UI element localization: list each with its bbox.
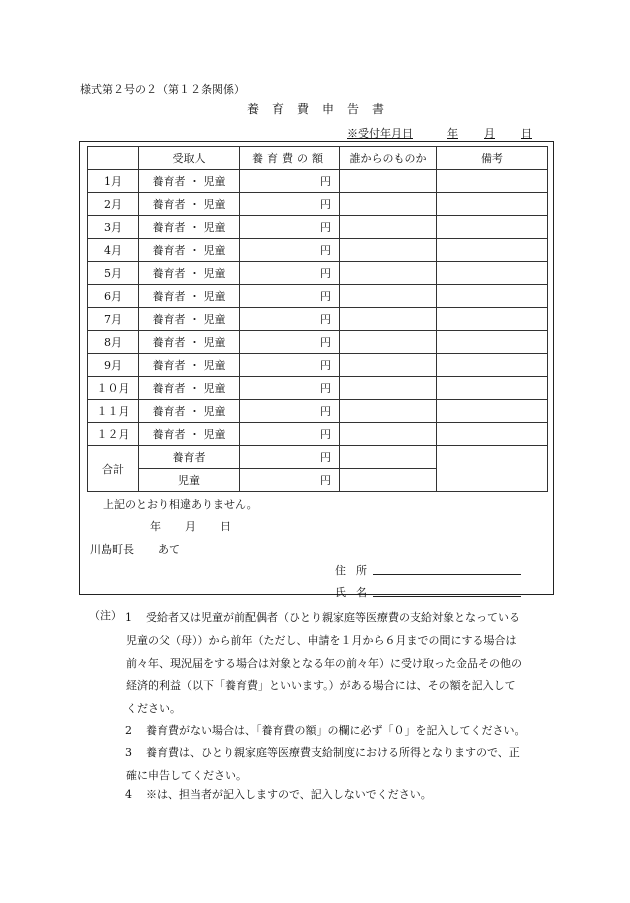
month-cell: 7月 [88, 308, 139, 331]
amount-cell[interactable]: 円 [240, 239, 340, 262]
from-whom-cell[interactable] [340, 170, 437, 193]
amount-cell[interactable]: 円 [240, 400, 340, 423]
addressee [90, 541, 180, 557]
note-item [105, 742, 565, 788]
total-row [88, 446, 548, 469]
header-remarks: 備考 [437, 147, 548, 170]
total-recipient-cell: 養育者 [139, 446, 240, 469]
amount-cell[interactable]: 円 [240, 331, 340, 354]
table-row [88, 331, 548, 354]
table-header-row [88, 147, 548, 170]
remarks-cell[interactable] [437, 354, 548, 377]
recipient-cell: 養育者 ・ 児童 [139, 262, 240, 285]
note-line: 確に申告してください。 [126, 768, 247, 782]
total-remarks-cell[interactable] [437, 446, 548, 492]
recipient-cell: 養育者 ・ 児童 [139, 354, 240, 377]
from-whom-cell[interactable] [340, 216, 437, 239]
amount-cell[interactable]: 円 [240, 285, 340, 308]
receipt-day: 日 [521, 127, 532, 140]
receipt-date-label: ※受付年月日 [347, 127, 413, 140]
table-row [88, 285, 548, 308]
amount-cell[interactable]: 円 [240, 308, 340, 331]
from-whom-cell[interactable] [340, 331, 437, 354]
note-line: 児童の父（母））から前年（ただし、申請を１月から６月までの間にする場合は [126, 633, 517, 647]
month-cell: 3月 [88, 216, 139, 239]
recipient-cell: 養育者 ・ 児童 [139, 285, 240, 308]
table-row [88, 170, 548, 193]
remarks-cell[interactable] [437, 285, 548, 308]
recipient-cell: 養育者 ・ 児童 [139, 400, 240, 423]
from-whom-cell[interactable] [340, 285, 437, 308]
remarks-cell[interactable] [437, 193, 548, 216]
note-line: 養育費がない場合は、「養育費の額」の欄に必ず「０」を記入してください。 [146, 724, 526, 737]
month-cell: １２月 [88, 423, 139, 446]
total-recipient-cell: 児童 [139, 469, 240, 492]
declaration-date [150, 518, 231, 534]
table-row [88, 193, 548, 216]
table-row [88, 377, 548, 400]
table-row [88, 239, 548, 262]
month-cell: 1月 [88, 170, 139, 193]
table-row [88, 354, 548, 377]
remarks-cell[interactable] [437, 423, 548, 446]
remarks-cell[interactable] [437, 331, 548, 354]
remarks-cell[interactable] [437, 262, 548, 285]
from-whom-cell[interactable] [340, 354, 437, 377]
note-line: 前々年、現況届をする場合は対象となる年の前々年）に受け取った金品その他の [126, 656, 522, 670]
from-whom-cell[interactable] [340, 308, 437, 331]
remarks-cell[interactable] [437, 239, 548, 262]
note-number: 4 [125, 788, 132, 801]
total-from-whom-cell[interactable] [340, 446, 437, 469]
address-label: 住所 [335, 564, 377, 577]
table-row [88, 400, 548, 423]
receipt-month: 月 [484, 127, 495, 140]
document-title: 養育費申告書 [247, 102, 398, 116]
month-cell: １０月 [88, 377, 139, 400]
name-field[interactable] [373, 596, 521, 597]
declaration-month: 月 [185, 520, 196, 533]
note-line: ください。 [126, 702, 181, 716]
recipient-cell: 養育者 ・ 児童 [139, 193, 240, 216]
remarks-cell[interactable] [437, 216, 548, 239]
addressee-suffix: あて [158, 543, 180, 556]
addressee-name: 川島町長 [90, 543, 134, 556]
month-cell: 9月 [88, 354, 139, 377]
month-cell: 5月 [88, 262, 139, 285]
table-row [88, 308, 548, 331]
declaration-year: 年 [150, 520, 161, 533]
total-from-whom-cell[interactable] [340, 469, 437, 492]
header-recipient: 受取人 [139, 147, 240, 170]
note-item [105, 607, 565, 721]
form-code: 様式第２号の２（第１２条関係） [80, 83, 245, 96]
note-line: 受給者又は児童が前配偶者（ひとり親家庭等医療費の支給対象となっている [146, 611, 520, 624]
from-whom-cell[interactable] [340, 262, 437, 285]
amount-cell[interactable]: 円 [240, 216, 340, 239]
recipient-cell: 養育者 ・ 児童 [139, 308, 240, 331]
recipient-cell: 養育者 ・ 児童 [139, 216, 240, 239]
from-whom-cell[interactable] [340, 400, 437, 423]
amount-cell[interactable]: 円 [240, 170, 340, 193]
child-support-table [87, 146, 548, 492]
from-whom-cell[interactable] [340, 193, 437, 216]
declaration-day: 日 [220, 520, 231, 533]
note-line: 養育費は、ひとり親家庭等医療費支給制度における所得となりますので、正 [146, 746, 520, 759]
address-field[interactable] [373, 574, 521, 575]
header-amount: 養育費の額 [240, 147, 340, 170]
amount-cell[interactable]: 円 [240, 262, 340, 285]
from-whom-cell[interactable] [340, 423, 437, 446]
remarks-cell[interactable] [437, 170, 548, 193]
note-item [105, 720, 565, 743]
note-line: 経済的利益（以下「養育費」といいます。）がある場合には、その額を記入して [126, 679, 516, 693]
note-item [105, 784, 565, 807]
name-label: 氏名 [335, 586, 377, 599]
header-month [88, 147, 139, 170]
header-from-whom: 誰からのものか [340, 147, 437, 170]
recipient-cell: 養育者 ・ 児童 [139, 423, 240, 446]
total-amount-cell[interactable]: 円 [240, 469, 340, 492]
receipt-year: 年 [447, 127, 458, 140]
note-number: 2 [125, 724, 132, 737]
confirmation-statement: 上記のとおり相違ありません。 [103, 498, 258, 511]
notes-tag: （注） [89, 609, 122, 622]
note-number: 3 [125, 746, 132, 759]
month-cell: 4月 [88, 239, 139, 262]
amount-cell[interactable]: 円 [240, 377, 340, 400]
recipient-cell: 養育者 ・ 児童 [139, 170, 240, 193]
from-whom-cell[interactable] [340, 239, 437, 262]
month-cell: 6月 [88, 285, 139, 308]
note-line: ※は、担当者が記入しますので、記入しないでください。 [146, 788, 432, 801]
month-cell: １１月 [88, 400, 139, 423]
month-cell: 8月 [88, 331, 139, 354]
amount-cell[interactable]: 円 [240, 193, 340, 216]
recipient-cell: 養育者 ・ 児童 [139, 377, 240, 400]
note-number: 1 [125, 611, 132, 624]
remarks-cell[interactable] [437, 400, 548, 423]
remarks-cell[interactable] [437, 377, 548, 400]
table-row [88, 216, 548, 239]
table-row [88, 423, 548, 446]
from-whom-cell[interactable] [340, 377, 437, 400]
remarks-cell[interactable] [437, 308, 548, 331]
amount-cell[interactable]: 円 [240, 354, 340, 377]
month-cell: 2月 [88, 193, 139, 216]
receipt-date-field [347, 125, 532, 141]
total-label: 合計 [88, 446, 139, 492]
recipient-cell: 養育者 ・ 児童 [139, 239, 240, 262]
table-row [88, 262, 548, 285]
total-amount-cell[interactable]: 円 [240, 446, 340, 469]
recipient-cell: 養育者 ・ 児童 [139, 331, 240, 354]
amount-cell[interactable]: 円 [240, 423, 340, 446]
